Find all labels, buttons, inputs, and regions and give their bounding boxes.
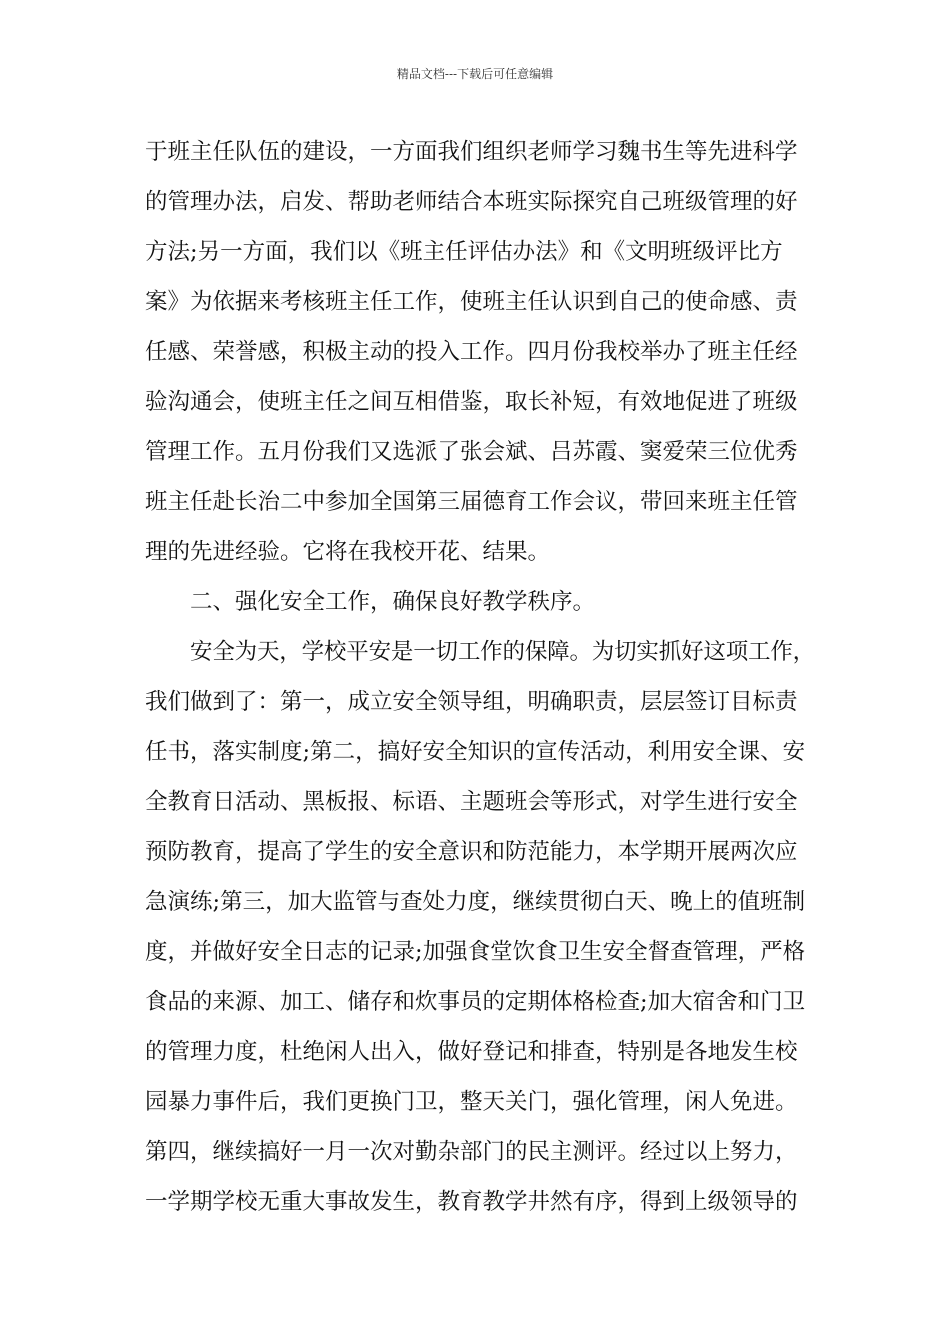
- text-line: 的管理力度，杜绝闲人出入，做好登记和排查，特别是各地发生校: [145, 1039, 798, 1065]
- text-line: 方法;另一方面，我们以《班主任评估办法》和《文明班级评比方: [145, 239, 783, 265]
- text-line: 安全为天，学校平安是一切工作的保障。为切实抓好这项工作，: [190, 639, 816, 665]
- text-line: 急演练;第三，加大监管与查处力度，继续贯彻白天、晚上的值班制: [145, 889, 806, 915]
- text-line: 预防教育，提高了学生的安全意识和防范能力，本学期开展两次应: [145, 839, 798, 865]
- page-header: 精品文档---下载后可任意编辑: [396, 67, 554, 81]
- text-line: 二、强化安全工作，确保良好教学秩序。: [190, 589, 596, 615]
- text-line: 第四，继续搞好一月一次对勤杂部门的民主测评。经过以上努力，: [145, 1139, 798, 1165]
- text-line: 全教育日活动、黑板报、标语、主题班会等形式，对学生进行安全: [145, 789, 798, 815]
- text-line: 一学期学校无重大事故发生，教育教学井然有序，得到上级领导的: [145, 1189, 798, 1215]
- text-line: 园暴力事件后，我们更换门卫，整天关门，强化管理，闲人免进。: [145, 1089, 798, 1115]
- text-line: 于班主任队伍的建设，一方面我们组织老师学习魏书生等先进科学: [145, 139, 798, 165]
- text-line: 验沟通会，使班主任之间互相借鉴，取长补短，有效地促进了班级: [145, 389, 798, 415]
- text-line: 我们做到了：第一，成立安全领导组，明确职责，层层签订目标责: [145, 689, 798, 715]
- text-line: 班主任赴长治二中参加全国第三届德育工作会议，带回来班主任管: [145, 489, 798, 515]
- text-line: 度，并做好安全日志的记录;加强食堂饮食卫生安全督查管理，严格: [145, 939, 806, 965]
- text-line: 任书，落实制度;第二，搞好安全知识的宣传活动，利用安全课、安: [145, 739, 806, 765]
- text-line: 案》为依据来考核班主任工作，使班主任认识到自己的使命感、责: [145, 289, 798, 315]
- body-text: [145, 127, 815, 1227]
- text-line: 理的先进经验。它将在我校开花、结果。: [145, 539, 551, 565]
- text-line: 的管理办法，启发、帮助老师结合本班实际探究自己班级管理的好: [145, 189, 798, 215]
- text-line: 管理工作。五月份我们又选派了张会斌、吕苏霞、窦爱荣三位优秀: [145, 439, 798, 465]
- text-line: 任感、荣誉感，积极主动的投入工作。四月份我校举办了班主任经: [145, 339, 798, 365]
- text-line: 食品的来源、加工、储存和炊事员的定期体格检查;加大宿舍和门卫: [145, 989, 806, 1015]
